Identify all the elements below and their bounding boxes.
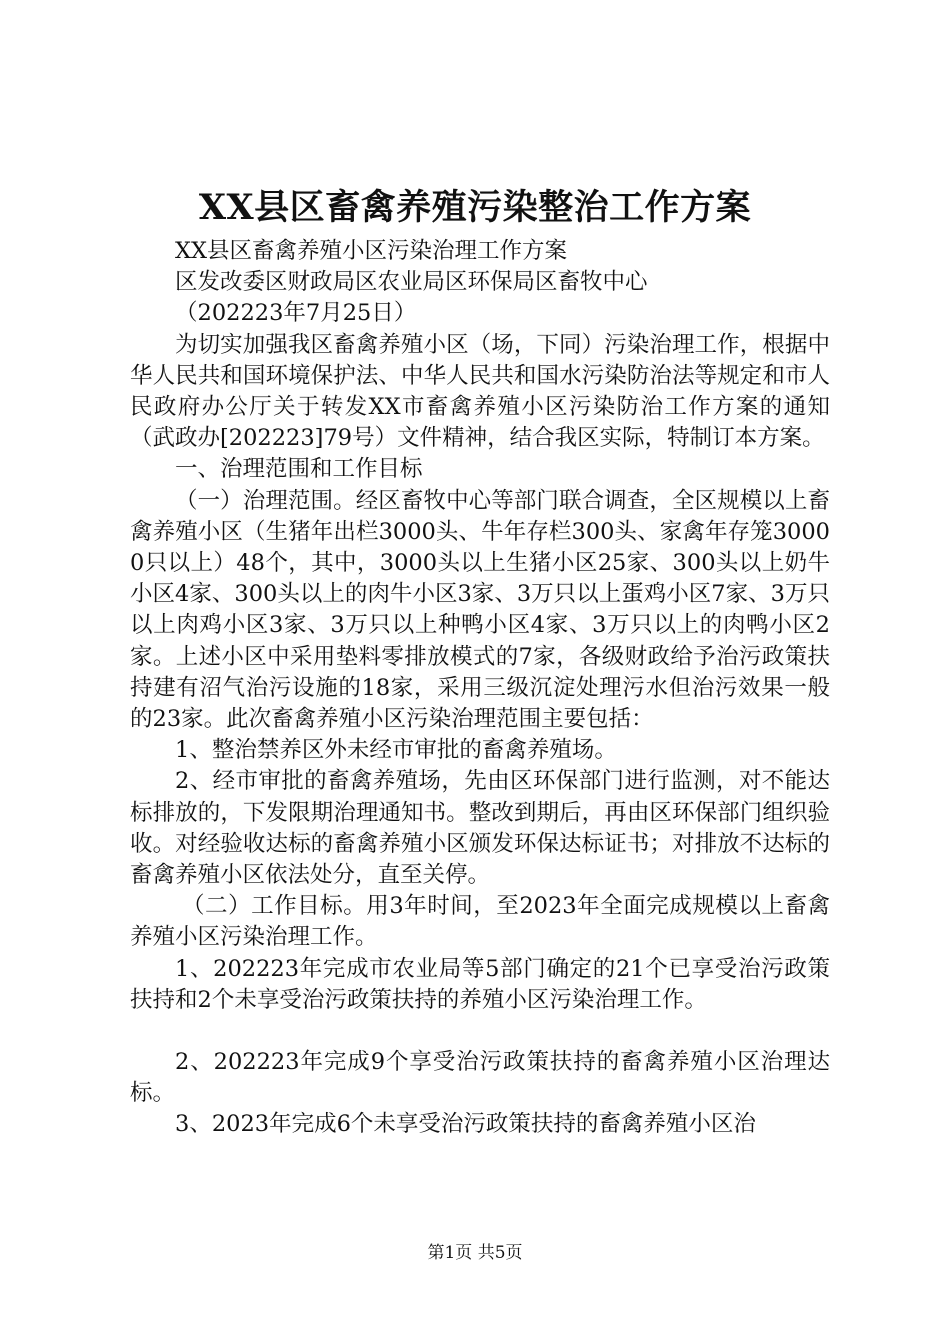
- scope-item-1: 1、整治禁养区外未经市审批的畜禽养殖场。: [175, 737, 617, 764]
- goal-item-1: 1、202223年完成市农业局等5部门确定的21个已享受治污政策扶持和2个未享受治污政策扶持的养殖小区污染治理工作。: [130, 955, 830, 1013]
- goals-paragraph: （二）工作目标。用3年时间，至2023年全面完成规模以上畜禽养殖小区污染治理工作。: [130, 893, 830, 951]
- subtitle-paragraph: XX县区畜禽养殖小区污染治理工作方案: [175, 238, 568, 264]
- document-title: XX县区畜禽养殖污染整治工作方案: [198, 187, 752, 228]
- intro-paragraph: 为切实加强我区畜禽养殖小区（场，下同）污染治理工作，根据中华人民共和国环境保护法、中华人民共和国水污染防治法等规定和市人民政府办公厅关于转发XX市畜禽养殖小区污染防治工作方案的通知（武政办[202223]79号）文件精神，结合我区实际，特制订本方案。: [130, 331, 830, 452]
- scope-paragraph: （一）治理范围。经区畜牧中心等部门联合调查，全区规模以上畜禽养殖小区（生猪年出栏3000头、牛年存栏300头、家禽年存笼30000只以上）48个，其中，3000头以上生猪小区25家、300头以上奶牛小区4家、300头以上的肉牛小区3家、3万只以上蛋鸡小区7家、3万只以上肉鸡小区3家、3万只以上种鸭小区4家、3万只以上的肉鸭小区2家。上述小区中采用垫料零排放模式的7家，各级财政给予治污政策扶持建有沼气治污设施的18家，采用三级沉淀处理污水但治污效果一般的23家。此次畜禽养殖小区污染治理范围主要包括：: [130, 487, 830, 733]
- section-heading: 一、治理范围和工作目标: [175, 456, 423, 483]
- goal-item-2: 2、202223年完成9个享受治污政策扶持的畜禽养殖小区治理达标。: [130, 1049, 830, 1107]
- page-number-footer: 第1页 共5页: [427, 1243, 523, 1263]
- departments-paragraph: 区发改委区财政局区农业局区环保局区畜牧中心: [175, 269, 648, 296]
- document-body: [130, 236, 830, 1141]
- date-paragraph: （202223年7月25日）: [175, 300, 417, 327]
- scope-item-2: 2、经市审批的畜禽养殖场，先由区环保部门进行监测，对不能达标排放的，下发限期治理通知书。整改到期后，再由区环保部门组织验收。对经验收达标的畜禽养殖小区颁发环保达标证书；对排放不达标的畜禽养殖小区依法处分，直至关停。: [130, 768, 830, 889]
- goal-item-3: 3、2023年完成6个未享受治污政策扶持的畜禽养殖小区治: [175, 1111, 756, 1138]
